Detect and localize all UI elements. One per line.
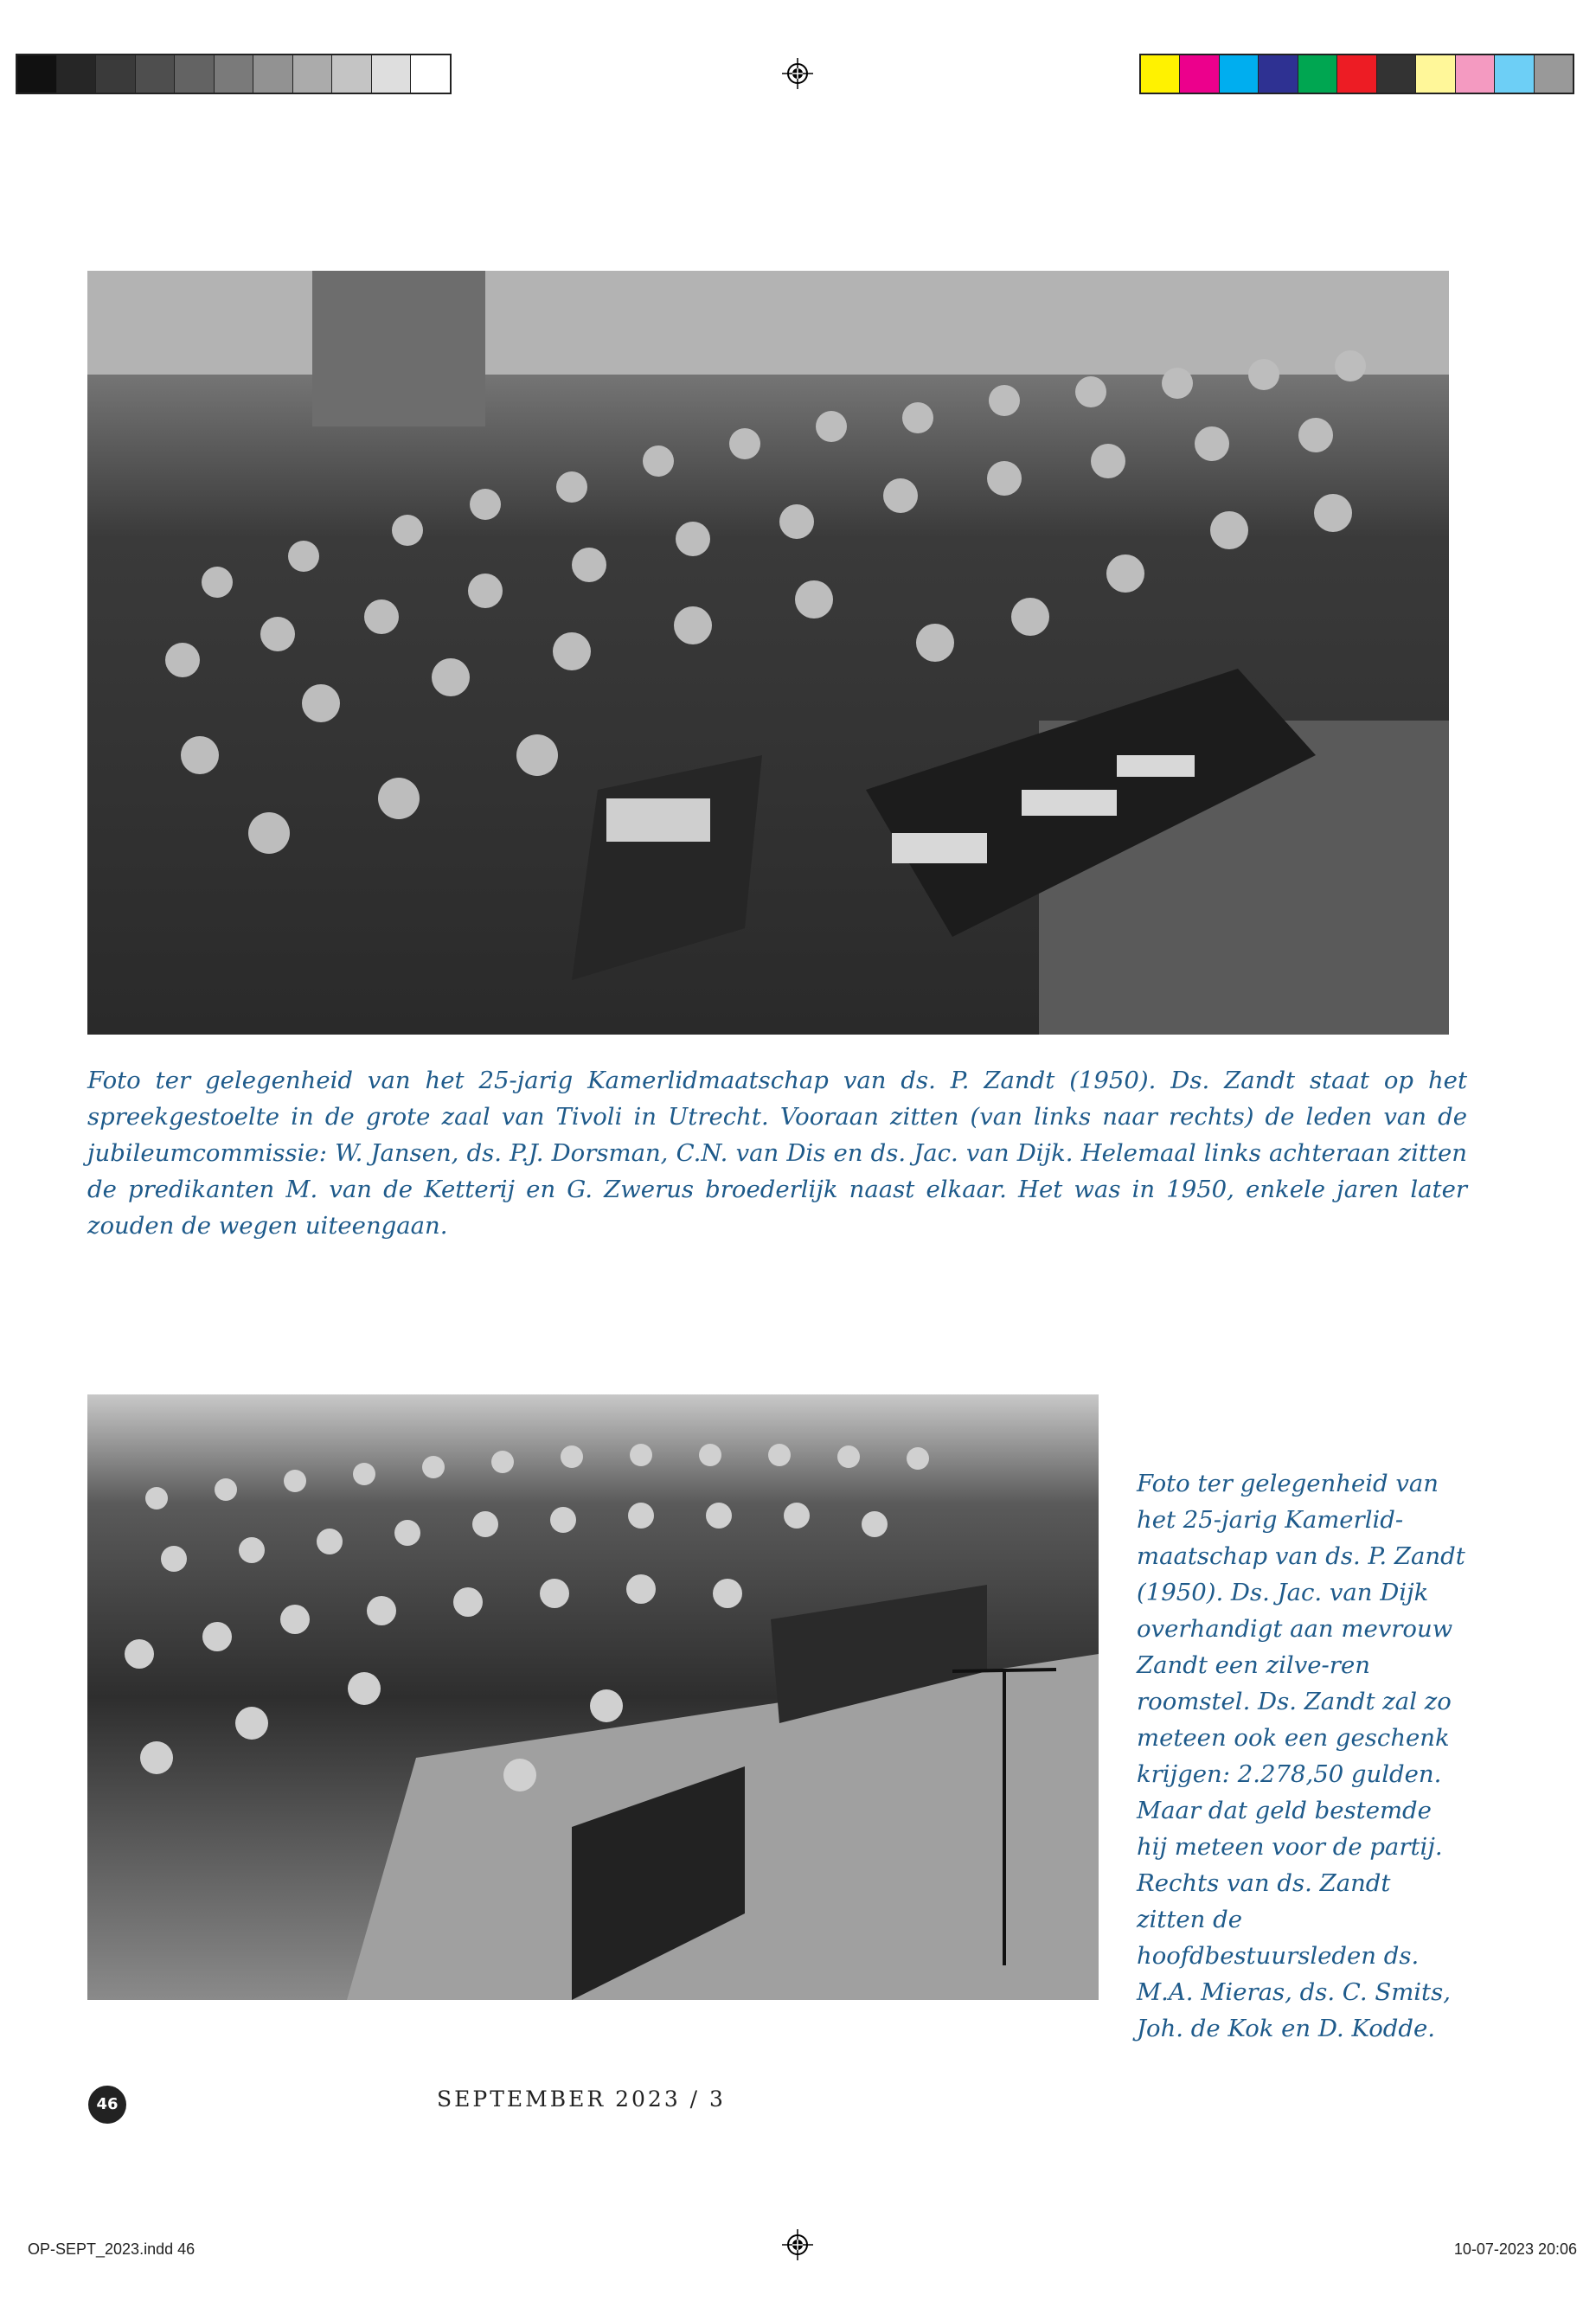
gray-swatch bbox=[331, 55, 371, 93]
gray-swatch bbox=[371, 55, 411, 93]
color-swatch bbox=[1258, 55, 1297, 93]
gray-swatch bbox=[292, 55, 332, 93]
gray-swatch bbox=[174, 55, 214, 93]
photo-presentation-image bbox=[87, 1394, 1099, 2000]
color-swatch bbox=[1219, 55, 1258, 93]
color-swatch bbox=[1494, 55, 1533, 93]
gray-swatch bbox=[253, 55, 292, 93]
gray-swatch bbox=[56, 55, 96, 93]
gray-swatch bbox=[95, 55, 135, 93]
page-number-badge: 46 bbox=[88, 2086, 126, 2124]
gray-swatch bbox=[17, 55, 56, 93]
photo-presentation bbox=[87, 1394, 1099, 2000]
color-calibration-bar bbox=[1139, 54, 1574, 94]
color-swatch bbox=[1336, 55, 1375, 93]
photo-meeting-hall bbox=[87, 271, 1449, 1035]
color-swatch bbox=[1376, 55, 1415, 93]
grayscale-calibration-bar bbox=[16, 54, 452, 94]
registration-mark-top bbox=[782, 58, 813, 89]
slug-file-name: OP-SEPT_2023.indd 46 bbox=[28, 2240, 195, 2258]
caption-meeting-hall: Foto ter gelegenheid van het 25-jarig Kamerlidmaatschap van ds. P. Zandt (1950). Ds. Zandt staat op het spreekgestoelte in de grote zaal van Tivoli in Utrecht. Vooraan zitten (van links naar rechts) de leden van de jubileumcommissie: W. Jansen, ds. P.J. Dorsman, C.N. van Dis en ds. Jac. van Dijk. Helemaal links achteraan zitten de predikanten M. van de Ketterij en G. Zwerus broederlijk naast elkaar. Het was in 1950, enkele jaren later zouden de wegen uiteengaan. bbox=[87, 1067, 1467, 1240]
gray-swatch bbox=[135, 55, 175, 93]
slug-timestamp: 10-07-2023 20:06 bbox=[1453, 2240, 1577, 2258]
issue-label: SEPTEMBER 2023 / 3 bbox=[437, 2086, 726, 2112]
color-swatch bbox=[1415, 55, 1454, 93]
color-swatch bbox=[1455, 55, 1494, 93]
color-swatch bbox=[1534, 55, 1573, 93]
caption-presentation: Foto ter gelegenheid van het 25-jarig Kamerlid-maatschap van ds. P. Zandt (1950). Ds. Jac. van Dijk overhandigt aan mevrouw Zandt een zilve-ren roomstel. Ds. Zandt zal zo meteen ook een geschenk krijgen: 2.278,50 gulden. Maar dat geld bestemde hij meteen voor de partij. Rechts van ds. Zandt zitten de hoofdbestuursleden ds. M.A. Mieras, ds. C. Smits, Joh. de Kok en D. Kodde. bbox=[1137, 1470, 1465, 2042]
color-swatch bbox=[1298, 55, 1336, 93]
color-swatch bbox=[1141, 55, 1179, 93]
color-swatch bbox=[1179, 55, 1218, 93]
photo-meeting-hall-image bbox=[87, 271, 1449, 1035]
gray-swatch bbox=[214, 55, 253, 93]
gray-swatch bbox=[410, 55, 450, 93]
registration-mark-bottom bbox=[782, 2229, 813, 2260]
